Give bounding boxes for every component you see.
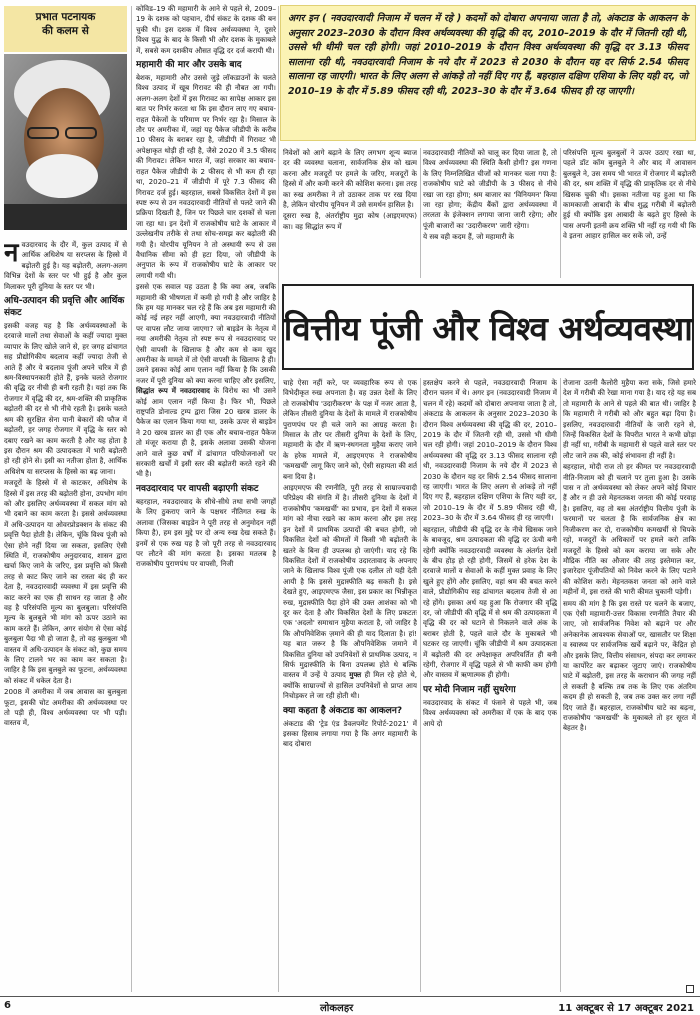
paragraph: निवेशों को आगे बढ़ाने के लिए लगभग शून्य ब्याज दर की व्यवस्था चलाना, सार्वजनिक क्षेत्र को खत्म करना और मजदूरों पर हमले के जरिए, मजदूरों के हिस्से में और कमी करने की कोशिश करना। इस तरह का रुख अमरीका ने तो उठाकर ताक पर रख दिया है, लेकिन योरपीय यूनियन में उसे समर्थन हासिल है। [283,148,417,210]
issue-dates: 11 अक्टूबर से 17 अक्टूबर 2021 [558,1003,694,1014]
paragraph: नवउदारवाद के संकट में फंसने से पहले भी, जब विश्व अर्थव्यवस्था को अमरीका में एक के बाद एक आये दो [423,697,557,728]
column-divider [420,378,421,992]
page-footer [0,996,700,1015]
article-column-6 [283,378,417,992]
author-byline [4,6,127,52]
column-divider [278,6,279,992]
subheading-modi-regime: पर मोदी निजाम नहीं सुधरेगा [423,684,516,695]
publication-name: लोकलहर [320,1003,354,1014]
subheading-unctad: क्या कहता है अंकटाड का आकलन? [283,705,403,716]
paragraph: इससे एक सवाल यह उठता है कि क्या अब, जबकि महामारी की भीषणता में कमी हो गयी है और जाहिर है कि हम यह मानकर चल रहे हैं कि अब इस महामारी की कोई नई लहर नहीं आएगी, क्या नवउदारवादी नीतियों पर वापस लौट जाया जाएगा? जो बाइडेन के नेतृत्व में नया अमरीकी नेतृत्व तो स्पष्ट रूप से नवउदारवाद पर ऐसी वापसी के खिलाफ है और कम से कम खुद अमरीका के मामले में तो ऐसी वापसी के खिलाफ है ही। उसने इसका कोई आम एलान नहीं किया है कि उसकी नजर में पूरी दुनिया को क्या करना चाहिए और इसलिए, [136,282,276,385]
article-column-1 [4,240,127,992]
paragraph: बहरहाल, मोदी राज तो हर कीमत पर नवउदारवादी नीति-निजाम को ही चलाने पर तुला हुआ है। उसके पास न तो अर्थव्यवस्था को लेकर अपने कोई विचार हैं और न ही उसे मेहनतकश जनता की कोई परवाह है। इसलिए, वह तो बस अंतर्राष्ट्रीय वित्तीय पूंजी के फरमानों पर चलता है कि सार्वजनिक क्षेत्र का निजीकरण कर दो, राजकोषीय कमखर्ची से चिपके रहो, मजदूरों के अधिकारों पर हमले करो ताकि मजदूरों के हिस्से को कम कराया जा सके और मौद्रिक नीति का औजार की तरह इस्तेमाल कर, इजारेदार पूंजीपतियों को निवेश करने के लिए पटाने की कोशिश करो। मेहनतकश जनता को आने वाले महीनों में, इस रास्ते की भारी कीमत चुकानी पड़ेगी। [563,462,696,597]
paragraph: दूसरा रुख है, अंतर्राष्ट्रीय मुद्रा कोष (आइएमएफ) का। वह सिद्धांत रूप में [283,211,417,231]
paragraph: बेशक, महामारी और उससे जुड़े लॉकडाउनों के चलते विश्व उत्पाद में खूब गिरावट की ही नौबत आ गयी। अलग-अलग देशों में इस गिरावट का सापेक्ष आकार इस बात पर निर्भर करता था कि इस दौरान लाए गए बचाव-राहत पैकेजों के परिमाण पर निर्भर रहा है। मिसाल के तौर पर अमरीका में, जहां यह पैकेज जीडीपी के करीब 10 फीसद के बराबर रहा है, जीडीपी में गिरावट भी अपेक्षाकृत थोड़ी ही रही है, जैसे 2020 में 3.5 फीसद की गिरावट। लेकिन भारत में, जहां सरकार का बचाव-राहत पैकेज जीडीपी के 2 फीसद से भी कम ही रहा था, 2020–21 में जीडीपी में पूरे 7.3 फीसद की गिरावट दर्ज हुई। बहरहाल, सबसे विकसित देशों में इस स्पष्ट रूप से उन नवउदारवादी नीतियों से पलटे जाने की प्रक्रिया दिखती है, जिन पर पिछले चार दशकों से चला जा रहा था। इन देशों में राजकोषीय घाटे के आकार में उल्लेखनीय तरीके से तथा सोच-समझ कर बढ़ोतरी की गयी है। योरपीय यूनियन ने तो अस्थायी रूप से उस वैधानिक सीमा को ही हटा दिया, जो जीडीपी के अनुपात के रूप में राजकोषीय घाटे के आकार पर लगायी गयी थी। [136,73,276,280]
paragraph: कोविड–19 की महामारी के आने से पहले से, 2009–19 के दशक को पहचान, दीर्घ संकट के दशक की बन चुकी थी। इस दशक में विश्व अर्थव्यवस्था ने, दूसरे विश्व युद्ध के बाद के किसी भी और दशक के मुकाबले में, सबसे कम दशकीय औसत वृद्धि दर दर्ज करायी थी। [136,4,276,55]
article-column-5 [563,148,696,278]
paragraph: इसकी वजह यह है कि अर्थव्यवस्थाओं के दरवाजे मालों तथा सेवाओं के कहीं ज्यादा मुक्त व्यापार के लिए खोले जाने से, हर जगह ढांचागत सह प्रौद्योगिकीय बदलाव कहीं ज्यादा तेजी से आते हैं और ये बदलाव पूंजी अपने चरित्र में ही श्रम-विस्थापनकारी होते हैं, इनके चलते रोजगार की वृद्धि दर नीची ही बनी रहती है। यहां तक कि रोजगार में वृद्धि की दर, श्रम-शक्ति की प्राकृतिक बढ़ोतरी की दर से भी नीचे रहती है। इसके चलते श्रम की सुरक्षित सेना यानी बेकारों की फौज में बढ़ोतरी, हर जगह रोजगार में वृद्धि के स्तर को दबाए रखने का काम करती है और यह होता है इस दौरान श्रम की उत्पादकता में भारी बढ़ोतरी हो रही होने से। इसी का नतीजा होता है, आर्थिक अधिशेष या सरप्लस के हिस्से का बढ़ जाना। [4,321,127,476]
paragraph: रोजाना उतनी कैलोरी मुहैया करा सके, जिसे हमारे देश में गरीबी की रेखा माना गया है। याद रहे यह सब तो महामारी के आने से पहले की बात थी। जाहिर है कि महामारी ने गरीबी को और बहुत बढ़ा दिया है। इसलिए, नवउदारवादी नीतियों के जारी रहने से, जिन्हें विकसित देशों के विपरीत भारत ने कभी छोड़ा ही नहीं था, गरीबी के महामारी से पहले वाले स्तर पर लौट जाने तक की, कोई संभावना ही नहीं है। [563,378,696,460]
paragraph: समय की मांग है कि इस रास्ते पर चलने के बजाए, एक ऐसी महामारी-उत्तर विकास रणनीति तैयार की जाए, जो सार्वजनिक निवेश को बढ़ाने पर और अनेकानेक आवश्यक सेवाओं पर, खासतौर पर शिक्षा व स्वास्थ्य पर सार्वजनिक खर्चे बढ़ाने पर, केंद्रित हो और इसके लिए, वित्तीय संसाधन, संपदा कर लगाकर या कार्पोरेट कर बढ़ाकर जुटाए जाएं। राजकोषीय घाटे में बढ़ोतरी, इस तरह के कराधान की जगह नहीं ले सकती है बल्कि तब तक के लिए एक अंतरिम कदम ही हो सकती है, जब तक उक्त कर लगा नहीं दिए जाते हैं। बहरहाल, राजकोषीय घाटे का बढ़ना, राजकोषीय 'कमखर्ची' के मुकाबले तो हर सूरत में बेहतर है। [563,598,696,733]
bold-phrase: सिद्धांत रूप में नवउदारवाद [136,386,210,396]
headline: वित्तीय पूंजी और विश्व अर्थव्यवस्था [283,308,693,348]
paragraph-continued: के विरोध का भी उसने कोई आम एलान नहीं किया है। फिर भी, पिछले राष्ट्रपति डोनाल्ड ट्रम्प द्वारा जिस 20 खरब डालर के पैकेज का एलान किया गया था, उसके ऊपर से बाइडेन ने 20 खरब डालर का ही एक और बचाव-राहत पैकेज तो मंजूर कराया ही है, इसके अलावा उसकी योजना आने वाले कुछ वर्षों में ढांचागत परियोजनाओं पर सरकारी खर्चों में इसी स्तर की बढ़ोतरी करते रहने की भी है। [136,386,276,479]
end-of-article-mark [686,985,694,993]
article-column-8 [563,378,696,984]
paragraph: चाहे ऐसा नहीं करे, पर व्यवहारिक रूप से एक विभेदीकृत रुख अपनाता है। वह उन्नत देशों के लिए तो राजकोषीय 'उदारीकरण' के पक्ष में नजर आता है, लेकिन तीसरी दुनिया के देशों के मामले में राजकोषीय पुराणपंथ पर ही चले जाने का आग्रह करता है। मिसाल के तौर पर तीसरी दुनिया के देशों के लिए, महामारी के दौर में ऋण-स्थगनता मुहैया कराए जाने के हरेक मामले में, आइएमएफ ने राजकोषीय 'कमखर्ची' लागू किए जाने को, ऐसी सहायता की शर्त बना दिया है। [283,378,417,481]
intro-paragraph: वउदारवाद के दौर में, कुल उत्पाद में से आर्थिक अधिशेष या सरप्लस के हिस्से में बढ़ोतरी हुई है। यह बढ़ोतरी, अलग-अलग विभिन्न देशों के स्तर पर भी हुई है और कुल मिलाकर पूरी दुनिया के स्तर पर भी। [4,240,127,291]
column-divider [131,6,132,992]
page-number: 6 [4,1000,11,1011]
subheading-return-crisis: नवउदारवाद पर वापसी बढ़ाएगी संकट [136,483,259,494]
paragraph: 2008 में अमरीका में जब आवास का बुलबुला फूटा, इसकी चोट अमरीका की अर्थव्यवस्था पर तो पड़ी ही, विश्व अर्थव्यवस्था पर भी पड़ी। वास्तव में, [4,687,127,728]
article-column-3 [283,148,417,278]
subheading-pandemic: महामारी की मार और उसके बाद [136,60,242,71]
column-divider [560,148,561,278]
headline-box [282,284,694,370]
column-divider [420,148,421,278]
drop-cap: न [4,240,19,268]
article-column-2 [136,4,276,992]
author-portrait-image [4,54,127,230]
paragraph: आइएमएफ की रणनीति, पूरी तरह से साम्राज्यवादी परिप्रेक्ष्य की संगति में है। तीसरी दुनिया के देशों में राजकोषीय 'कमखर्ची' का प्रभाव, इन देशों में सकल मांग को नीचा रखने का काम करना और इस तरह इन देशों में प्राथमिक उत्पादों की बचत होगी, जो विकसित देशों को कीमतों में किसी भी बढ़ोतरी के खतरे के बिना ही उपलब्ध हो जाएंगी। याद रहे कि विकसित देशों में राजकोषीय उदारतावाद के अपनाए जाने के खिलाफ विश्व पूंजी एक दलील तो यही देती आयी है कि इससे मुद्रास्फीति बढ़ सकती है। इसे देखते हुए, आइएमएफ जैसा, इस प्रकार का भिन्नीकृत रुख, मुद्रास्फीति पैदा होने की उक्त आशंका को भी दूर कर देता है और विकसित देशों के लिए प्रकटतः एक 'अदलो' समाधान मुहैया कराता है, जो जाहिर है कि औपनिवेशिक ज़माने की ही याद दिलाता है। हां! यह बात जरूर है कि औपनिवेशिक जमाने में विकसित दुनिया को उपनिवेशों से प्राथमिक उत्पाद, न सिर्फ मुद्रास्फीति के बिना उपलब्ध होते थे बल्कि वास्तव में उन्हें ये उत्पाद [283,483,417,680]
paragraph: नवउदारवादी नीतियों को चालू कर दिया जाता है, तो विश्व अर्थव्यवस्था की स्थिति कैसी होगी? इस गणना के लिए निम्नलिखित चीजों को मानकर चला गया है: राजकोषीय घाटे को जीडीपी के 3 फीसद से नीचे रखा जा रहा होगा; श्रम बाजार का 'विनियमन' किया जा रहा होगा; केंद्रीय बैंकों द्वारा अर्थव्यवस्था में तरलता के इंजेक्शन लगाया जाना जारी रहेगा; और पूंजी बाजारों का 'उदारीकरण' जारी रहेगा। [423,148,557,230]
paragraph: मजदूरों के हिस्से में से काटकर, अधिशेष के हिस्से में इस तरह की बढ़ोतरी होना, उपभोग मांग को और इसलिए अर्थव्यवस्था में सकल मांग को भी दबाने का काम करता है। इससे अर्थव्यवस्था में अधि-उत्पादन या ओवरप्रोडक्शन के संकट की प्रवृत्ति पैदा होती है। लेकिन, चूंकि विश्व पूंजी को ऐसा होने नहीं दिया जा सकता, इसलिए ऐसी स्थिति में, राजकोषीय अनुदारवाद, शासन द्वारा खर्चा किए जाने के जरिए, इस प्रवृत्ति को किसी तरह से काट किए जाने का रास्ता बंद ही कर देता है, नवउदारवादी व्यवस्था में इस प्रवृत्ति की काट करने का एक ही साधन रह जाता है और वह है परिसंपत्ति मूल्य का बुलबुला। परिसंपत्ति मूल्य के बुलबुले भी मांग को ऊपर उठाने का काम करते हैं। लेकिन, अगर संयोग से ऐसा कोई बुलबुला पैदा भी हो जाता है, तो वह बुलबुला भी वास्तव में अधि-उत्पादन के संकट को, कुछ समय के लिए टालने भर का काम कर सकता है। जाहिर है कि इस बुलबुले का फूटना, अर्थव्यवस्था को संकट में धकेल देता है। [4,478,127,685]
bold-word: मुफ्त [349,670,362,680]
subheading-overproduction: अधि-उत्पादन की प्रवृत्ति और आर्थिक संकट [4,296,125,319]
paragraph: ये सब वही कदम हैं, जो महामारी के [423,232,514,242]
article-column-4 [423,148,557,278]
author-tagline: की कलम से [42,25,89,37]
paragraph: बहरहाल, जीडीपी की वृद्धि दर के नीचे खिसक जाने के बावजूद, श्रम उत्पादकता की वृद्धि दर ऊंची बनी रहेगी क्योंकि नवउदारवादी व्यवस्था के अंतर्गत देशों के बीच होड़ हो रही होगी, जिसमें से हरेक देश के दरवाजे मालों व सेवाओं के कहीं मुक्त प्रवाह के लिए खुले हुए होंगे और इसलिए, वहां श्रम की बचत करने वाले, प्रौद्योगिकीय सह ढांचागत बदलाव तेजी से आ रहे होंगे। इसका अर्थ यह हुआ कि रोजगार की वृद्धि दर, जो जीडीपी की वृद्धि में से श्रम की उत्पादकता में वृद्धि की दर को घटाने से निकलने वाले अंक के बराबर होती है, पहले वाले दौर के मुकाबले भी घटकर रह जाएगी। चूंकि जीडीपी में श्रम उत्पादकता में बढ़ोतरी की दर अपेक्षाकृत अपरिवर्तित ही बनी रहेगी, रोजगार में वृद्धि पहले से भी काफी कम होगी और वास्तव में ऋणात्मक ही होगी। [423,524,557,680]
article-column-7 [423,378,557,992]
paragraph-continued: ही मिल रहे होते थे, क्योंकि साम्राज्यों से हासिल उपनिवेशों से प्राप्त आय निचोड़कर ले जा रही होती थी। [283,670,417,701]
paragraph: अंकटाड की 'ट्रेड एंड डैवलपमेंट रिपोर्ट-2021' में इसका हिसाब लगाया गया है कि अगर महामारी के बाद दोबारा [283,718,417,749]
author-photo [4,54,127,230]
paragraph: बहरहाल, नवउदारवाद के सीधे-सीधे तथा सभी जगहों के लिए ठुकराए जाने के पक्षधर नीतिगत रुख के अलावा (जिसका बाइडेन ने पूरी तरह से अनुमोदन नहीं किया है), हम इस मुद्दे पर दो अन्य रुख देख सकते हैं। इनमें से एक रुख यह है जो पूरी तरह से नवउदारवाद पर लौटने की मांग करता है। इसका मतलब है राजकोषीय पुराणपंथ पर वापसी, निजी [136,496,276,569]
author-name: प्रभात पटनायक [35,11,96,23]
column-divider [560,378,561,992]
highlight-quote-box: अगर इन ( नवउदारवादी निजाम में चलन में रहे ) कदमों को दोबारा अपनाया जाता है तो, अंकटाड के आकलन के अनुसार 2023–2030 के दौरान विश्व अर्थव्यवस्था की वृद्धि की दर, 2010–2019 के दौर में जितनी रही थी, उससे भी धीमी चल रही होगी। जहां 2010–2019 के दौरान विश्व अर्थव्यवस्था की वृद्धि दर 3.13 फीसद सालाना रही थी, नवउदारवादी निजाम के नये दौर में 2023 से 2030 के दौरान यह दर सिर्फ 2.54 फीसद सालाना रह जाएगी। भारत के लिए अलग से आंकड़े तो नहीं दिए गए हैं, बहरहाल दक्षिण एशिया के लिए यही दर, जो 2010–19 के दौर में 5.89 फीसद रही थी, 2023–30 के दौर में 3.64 फीसद ही रह जाएगी। [280,5,696,141]
paragraph: परिसंपत्ति मूल्य बुलबुलों ने ऊपर उठाए रखा था, पहले डॉट कॉम बुलबुले ने और बाद में आवासन बुलबुले ने, उस समय भी भारत में रोजगार में बढ़ोतरी की दर, श्रम शक्ति में वृद्धि की प्राकृतिक दर से नीचे खिसक चुकी थी। इसका नतीजा यह हुआ था कि कामकाजी आबादी के बीच शुद्ध गरीबी में बढ़ोतरी हुई थी क्योंकि इस आबादी के बढ़ते हुए हिस्से के पास अपनी इतनी क्रय शक्ति भी नहीं रह गयी थी कि वे इतना आहार हासिल कर सकें जो, उन्हें [563,148,696,241]
paragraph: हस्तक्षेप करने से पहले, नवउदारवादी निजाम के दौरान चलन में थे। अगर इन (नवउदारवादी निजाम में चलन में रहे) कदमों को दोबारा अपनाया जाता है तो, अंकटाड के आकलन के अनुसार 2023–2030 के दौरान विश्व अर्थव्यवस्था की वृद्धि की दर, 2010–2019 के दौर में जितनी रही थी, उससे भी धीमी चल रही होगी। जहां 2010–2019 के दौरान विश्व अर्थव्यवस्था की वृद्धि दर 3.13 फीसद सालाना रही थी, नवउदारवादी निजाम के नये दौर में 2023 से 2030 के दौरान यह दर सिर्फ 2.54 फीसद सालाना रह जाएगी। भारत के लिए अलग से आंकड़े तो नहीं दिए गए हैं, बहरहाल दक्षिण एशिया के लिए यही दर, जो 2010–19 के दौर में 5.89 फीसद रही थी, 2023–30 के दौर में 3.64 फीसद ही रह जाएगी। [423,378,557,523]
